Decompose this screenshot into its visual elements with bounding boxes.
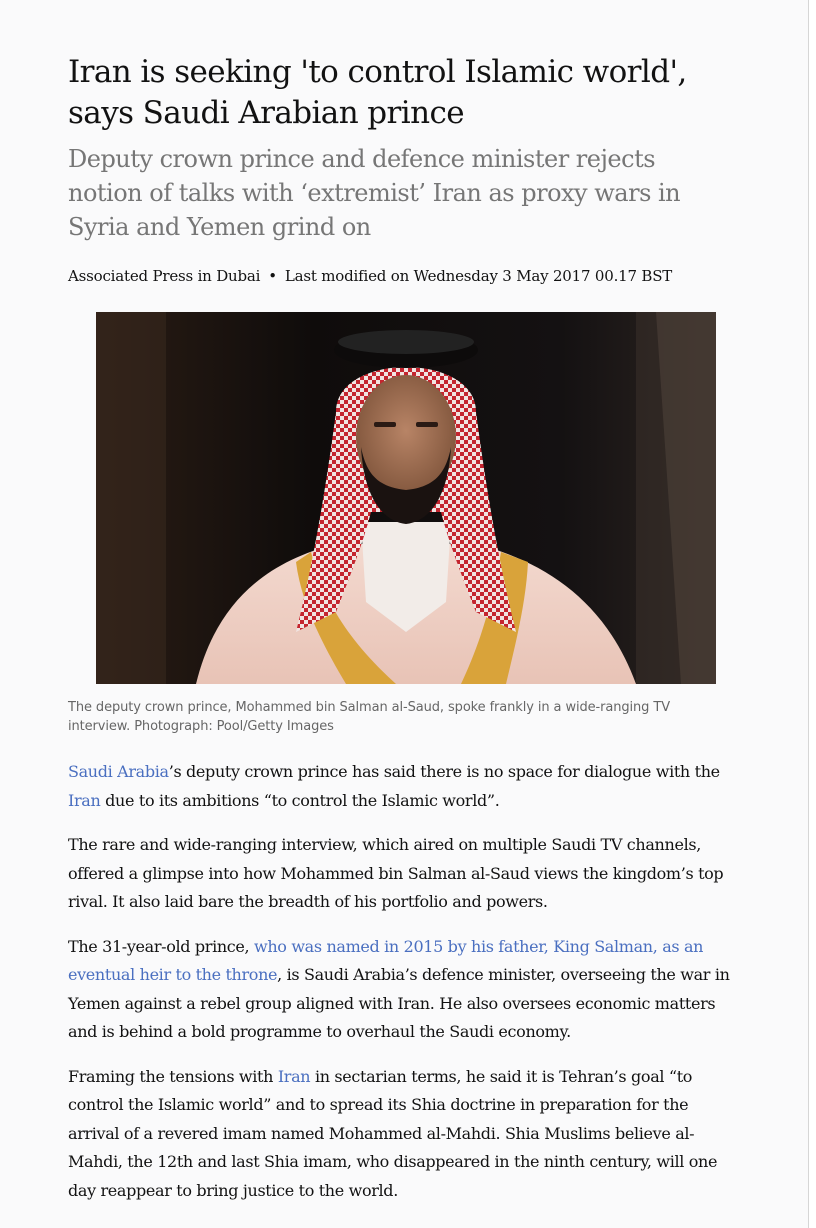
byline-modified: Last modified on Wednesday 3 May 2017 00.17 BST [284, 267, 673, 285]
link-iran-2[interactable]: Iran [277, 1066, 311, 1086]
paragraph-1-text-b: due to its ambitions “to control the Islamic world”. [100, 790, 500, 810]
article-header [68, 52, 748, 286]
byline-author: Associated Press in Dubai [68, 267, 261, 285]
byline-separator: • [268, 267, 277, 285]
window-edge [808, 0, 816, 1228]
link-iran[interactable]: Iran [68, 790, 101, 810]
paragraph-2: The rare and wide-ranging interview, which aired on multiple Saudi TV channels, offered a glimpse into how Mohammed bin Salman al-Saud views the kingdom’s top rival. It also laid bare the breadth of his portfolio and powers. [68, 835, 724, 911]
article-body [68, 758, 740, 1221]
byline [68, 266, 748, 286]
paragraph-4-text-a: Framing the tensions with [68, 1066, 278, 1086]
paragraph-3-text-a: The 31-year-old prince, [68, 936, 254, 956]
headline: Iran is seeking 'to control Islamic world', says Saudi Arabian prince [68, 54, 687, 131]
link-saudi-arabia[interactable]: Saudi Arabia [68, 762, 169, 781]
paragraph-1-text-a: ’s deputy crown prince has said there is no space for dialogue with the [168, 762, 720, 781]
paragraph-3 [68, 933, 740, 1047]
paragraph-4-text-b: in sectarian terms, he said it is Tehran’s goal “to control the Islamic world” and to spread its Shia doctrine in preparation for the arrival of a revered imam named Mohammed al-Mahdi. Shia Muslims believe al-Mahdi, the 12th and last Shia imam, who disappeared in the ninth century, will one day reappear to bring justice to the world. [68, 1066, 718, 1200]
article-photo [96, 312, 716, 684]
link-named-heir[interactable]: who was named in 2015 by his father, King Salman, as an eventual heir to the throne [68, 936, 704, 984]
standfirst: Deputy crown prince and defence minister rejects notion of talks with ‘extremist’ Iran as proxy wars in Syria and Yemen grind on [68, 145, 681, 241]
paragraph-3-text-b: , is Saudi Arabia’s defence minister, overseeing the war in Yemen against a rebel group aligned with Iran. He also oversees economic matters and is behind a bold programme to overhaul the Saudi economy. [68, 965, 730, 1041]
paragraph-4 [68, 1063, 740, 1206]
paragraph-1 [68, 758, 740, 815]
image-caption: The deputy crown prince, Mohammed bin Salman al-Saud, spoke frankly in a wide-ranging TV interview. Photograph: Pool/Getty Images [68, 700, 670, 734]
